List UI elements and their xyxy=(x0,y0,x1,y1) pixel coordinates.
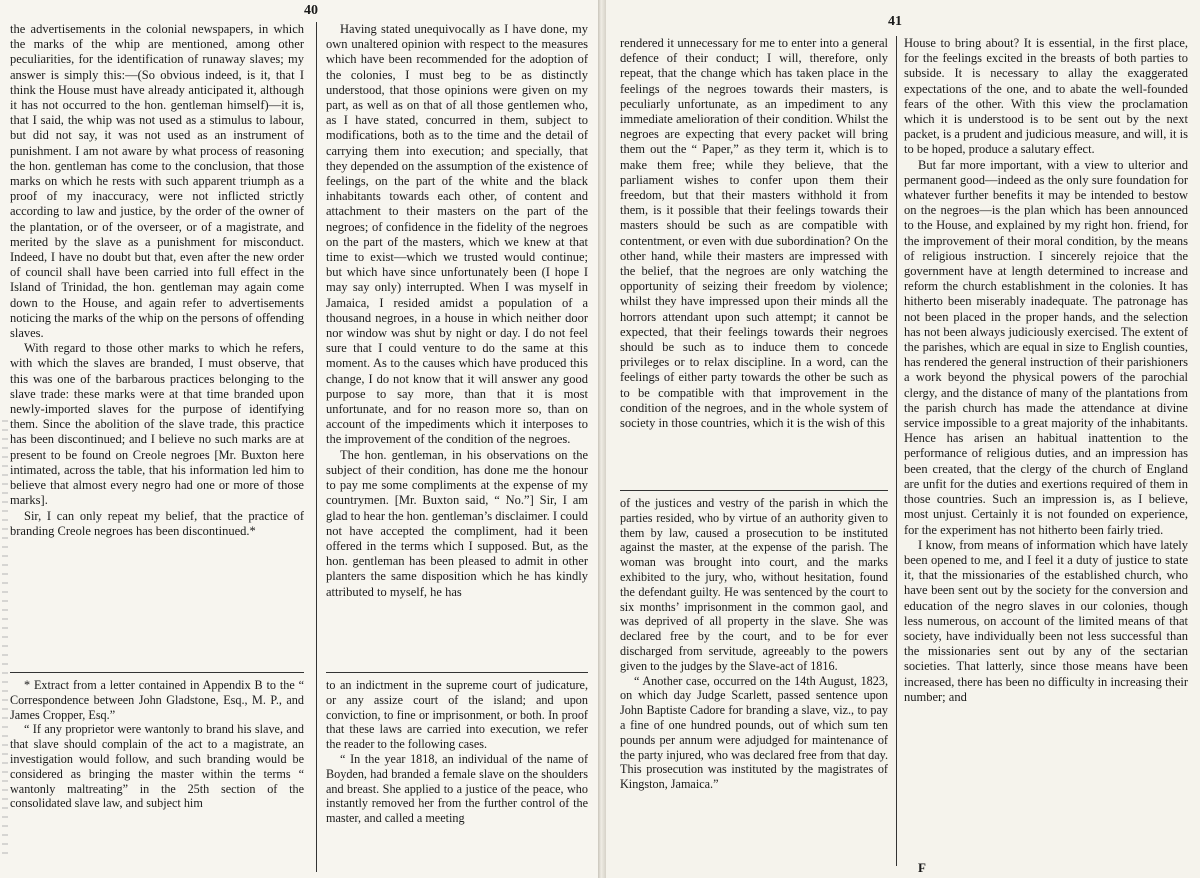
paragraph: House to bring about? It is essential, in the first place, for the feelings excited in the breasts of both parties to subside. It is necessary to allay the exaggerated expectations of the one, and to abate the well-founded fears of the other. With this view the proclamation which it is understood is to be sent out by the next packet, is a prudent and judicious measure, and will, it is to be hoped, produce a salutary effect. xyxy=(904,36,1188,157)
paragraph: Having stated unequivocally as I have done, my own unaltered opinion with respect to the measures which have been recommended for the adoption of the colonies, I must beg to be as distinctly understood, that those opinions were given on my part, as well as on that of all those gentlemen who, as I have stated, concurred in them, subject to modifications, both as to the time and the detail of carrying them into execution; and specially, that they depended on the assumption of the existence of feelings, on the part of the white and the black inhabitants towards each other, of content and attachment to their masters on the part of the negroes; of confidence in the fidelity of the negroes on the part of the masters, which we knew at that time to exist—which we trusted would continue; but which have since unfortunately been (I hope I may say only) interrupted. When I was myself in Jamaica, I resided amidst a population of a thousand negroes, in a house in which neither door nor window was shut by night or day. I do not feel sure that I could venture to do the same at this moment. As to the causes which have produced this change, I do not know that it will answer any good purpose to say more, than that it is most unfortunate, and for no reason more so, than on account of the impediments which it interposes to the improvement of the condition of the negroes. xyxy=(326,22,588,447)
paragraph: I know, from means of information which have lately been opened to me, and I feel it a duty of justice to state it, that the missionaries of the established church, who have been sent out by the society for the conversion and education of the negro slaves in our colonies, though less numerous, on account of the limited means of that society, have individually been not less successful than the missionaries sent out by any of the sectarian societies. That latterly, since those means have been increased, there has been no difficulty in increasing their number; and xyxy=(904,537,1188,704)
left-column-2-footnote xyxy=(326,678,588,876)
paragraph: But far more important, with a view to ulterior and permanent good—indeed as the only sure foundation for whatever further benefits it may be intended to bestow on the negroes—is the plan which has been announced to the House, and explained by my right hon. friend, for the improvement of their moral condition, by the means of religious instruction. I sincerely rejoice that the government have at length determined to increase and reform the church establishment in the colonies. It has hitherto been miserably inadequate. The patronage has not been placed in the proper hands, and the selection has not been always judiciously exercised. The extent of the parishes, which are equal in size to English counties, has rendered the general instruction of their parishioners a work beyond the physical powers of the parochial clergy, and the distance of many of the plantations from the parish church has made the attendance at divine service impossible to a great majority of the inhabitants. Hence has arisen an habitual inattention to the performance of religious duties, and an impression has been created, that the clergy of the church of England are unfit for the duties and exertions required of them in those countries. Such an impression is, as I believe, most unjust. Certainly it is not founded on experience, for the experiment has not hitherto been fairly tried. xyxy=(904,157,1188,537)
right-page xyxy=(606,0,1200,878)
footnote-paragraph: * Extract from a letter contained in Appendix B to the “ Correspondence between John Gladstone, Esq., M. P., and James Cropper, Esq.” xyxy=(10,678,304,722)
margin-ink-marks xyxy=(2,420,8,860)
left-column-1 xyxy=(10,22,304,666)
column-divider xyxy=(896,36,897,866)
footnote-rule xyxy=(326,672,588,673)
footnote-paragraph: to an indictment in the supreme court of judicature, or any assize court of the island; and upon conviction, to fine or imprisonment, or both. In proof that these laws are carried into execution, we refer the reader to the following cases. xyxy=(326,678,588,752)
footnote-paragraph: of the justices and vestry of the parish in which the parties resided, who by virtue of an authority given to them by law, caused a prosecution to be instituted against the master, at the expense of the parish. The woman was brought into court, and the marks exhibited to the jury, who, without hesitation, found the defendant guilty. He was sentenced by the court to six months’ imprisonment in the common gaol, and was deprived of all property in the slave. She was declared free by the court, and to be for ever discharged from servitude, agreeably to the powers given to the judges by the Slave-act of 1816. xyxy=(620,496,888,673)
footnote-rule xyxy=(10,672,304,673)
right-column-2 xyxy=(904,36,1188,860)
column-divider xyxy=(316,22,317,872)
left-page-number: 40 xyxy=(304,3,318,18)
footnote-paragraph: “ If any proprietor were wantonly to brand his slave, and that slave should complain of the act to a magistrate, an investigation would follow, and such branding would be considered as bringing the master within the terms “ wantonly maltreating” in the 25th section of the consolidated slave law, and subject him xyxy=(10,722,304,811)
left-column-2 xyxy=(326,22,588,666)
right-column-1 xyxy=(620,36,888,484)
paragraph: Sir, I can only repeat my belief, that the practice of branding Creole negroes has been discontinued.* xyxy=(10,508,304,538)
paragraph: rendered it unnecessary for me to enter into a general defence of their conduct; I will, therefore, only repeat, that the change which has taken place in the feelings of the negroes towards their masters, is peculiarly unfortunate, as an impediment to any immediate amelioration of their condition. Whilst the negroes are expecting that every packet will bring them out the “ Paper,” as they term it, which is to make them free; while they believe, that the parliament wishes to confer upon them their freedom, but that their masters withhold it from them, is it possible that their feelings towards their masters should be such as are compatible with contentment, or even with due subordination? On the other hand, while their masters are impressed with the belief, that the negroes are only watching the opportunity of seizing their freedom by violence; whilst they have impressed upon their minds all the horrors attendant upon such attempt; it cannot be expected, that their feelings towards their negroes should be such as to induce them to concede privileges or to relax discipline. In a word, can the feelings of either party towards the other be such as to be compatible with that improvement in the condition of the negroes, and in the whole system of society in those countries, which it is the wish of this xyxy=(620,36,888,431)
footnote-rule xyxy=(620,490,888,491)
left-page xyxy=(0,0,598,878)
footnote-paragraph: “ Another case, occurred on the 14th August, 1823, on which day Judge Scarlett, passed sentence upon John Baptiste Cadore for branding a slave, viz., to pay a fine of one hundred pounds, out of which sum ten pounds per annum were adjudged for maintenance of the party injured, who was declared free from that day. This prosecution was instituted by the magistrates of Kingston, Jamaica.” xyxy=(620,673,888,792)
right-column-1-footnote xyxy=(620,496,888,872)
signature-mark: F xyxy=(918,860,926,875)
footnote-paragraph: “ In the year 1818, an individual of the name of Boyden, had branded a female slave on the shoulders and breast. She applied to a justice of the peace, who instantly removed her from the further control of the master, and called a meeting xyxy=(326,751,588,826)
right-page-number: 41 xyxy=(888,14,902,29)
left-column-1-footnote xyxy=(10,678,304,876)
paragraph: the advertisements in the colonial newspapers, in which the marks of the whip are mentioned, among other peculiarities, for the identification of runaway slaves; my answer is simply this:—(So obvious indeed, is it, that I think the House must have already anticipated it, although it has not occurred to the hon. gentleman himself)—it is, that I said, the whip was not used as a stimulus to labour, but did not say, it was not used as an instrument of punishment. I am not aware by what process of reasoning the hon. gentleman has come to the conclusion, that those marks on which he rests with such apparent triumph as a proof of my inaccuracy, were not inflicted strictly according to law and justice, by the order of the owner of the plantation, or of the overseer, or of a magistrate, and merited by the slave as a punishment for misconduct. Indeed, I have no doubt but that, even after the new order of council shall have been carried into full effect in the Island of Trinidad, the hon. gentleman may again come down to the House, and again refer to advertisements noticing the marks of the whip on the persons of offending slaves. xyxy=(10,22,304,341)
book-gutter xyxy=(598,0,606,878)
paragraph: With regard to those other marks to which he refers, with which the slaves are branded, I must observe, that this was one of the barbarous practices belonging to the slave trade: these marks were at that time branded upon newly-imported slaves for the purpose of identifying them. Since the abolition of the slave trade, this practice has been discontinued; and I believe no such marks are at present to be found on Creole negroes [Mr. Buxton here intimated, across the table, that his information led him to believe that almost every negro had one or more of those marks]. xyxy=(10,341,304,508)
paragraph: The hon. gentleman, in his observations on the subject of their condition, has done me the honour to pay me some compliments at the expense of my countrymen. [Mr. Buxton said, “ No.”] Sir, I am glad to hear the hon. gentleman’s disclaimer. I could not have accepted the compliment, had it been offered in the terms which I supposed. But, as the hon. gentleman has been pleased to admit in other planters the same disposition which he has kindly attributed to myself, he has xyxy=(326,447,588,599)
